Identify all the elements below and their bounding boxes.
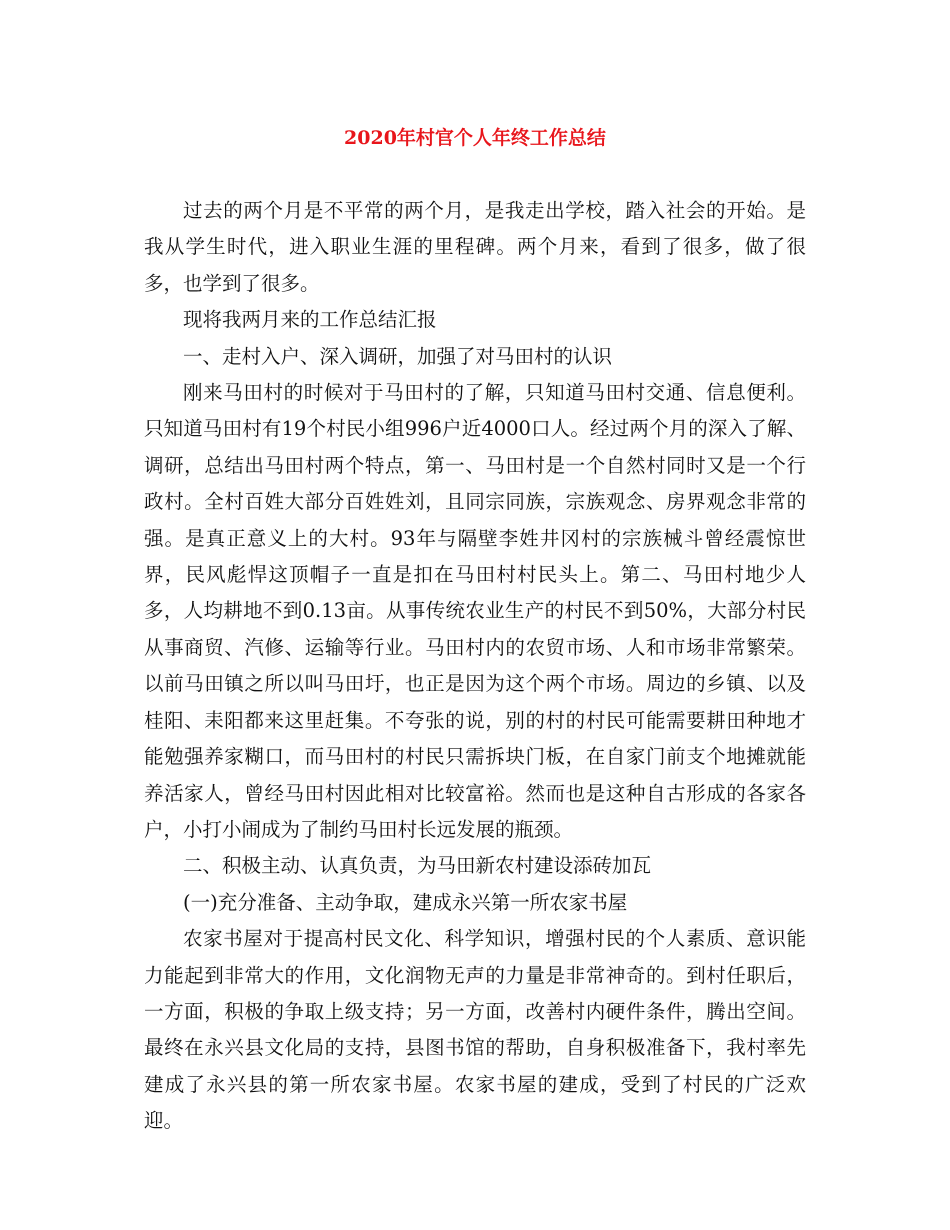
document-body <box>144 193 806 1140</box>
paragraph-report-intro: 现将我两月来的工作总结汇报 <box>183 308 437 332</box>
subsection-heading-1: (一)充分准备、主动争取，建成永兴第一所农家书屋 <box>183 890 628 914</box>
section-heading-2: 二、积极主动、认真负责，为马田新农村建设添砖加瓦 <box>183 854 652 878</box>
section-heading-1: 一、走村入户、深入调研，加强了对马田村的认识 <box>183 344 613 368</box>
paragraph-intro: 过去的两个月是不平常的两个月，是我走出学校，踏入社会的开始。是我从学生时代，进入职业生涯的里程碑。两个月来，看到了很多，做了很多，也学到了很多。 <box>144 199 806 295</box>
paragraph-library: 农家书屋对于提高村民文化、科学知识，增强村民的个人素质、意识能力能起到非常大的作用，文化润物无声的力量是非常神奇的。到村任职后，一方面，积极的争取上级支持；另一方面，改善村内硬件条件，腾出空间。最终在永兴县文化局的支持，县图书馆的帮助，自身积极准备下，我村率先建成了永兴县的第一所农家书屋。农家书屋的建成，受到了村民的广泛欢迎。 <box>144 927 806 1133</box>
paragraph-village-overview: 刚来马田村的时候对于马田村的了解，只知道马田村交通、信息便利。只知道马田村有19个村民小组996户近4000口人。经过两个月的深入了解、调研，总结出马田村两个特点，第一、马田村是一个自然村同时又是一个行政村。全村百姓大部分百姓姓刘，且同宗同族，宗族观念、房界观念非常的强。是真正意义上的大村。93年与隔壁李姓井冈村的宗族械斗曾经震惊世界，民风彪悍这顶帽子一直是扣在马田村村民头上。第二、马田村地少人多，人均耕地不到0.13亩。从事传统农业生产的村民不到50%，大部分村民从事商贸、汽修、运输等行业。马田村内的农贸市场、人和市场非常繁荣。以前马田镇之所以叫马田圩，也正是因为这个两个市场。周边的乡镇、以及桂阳、耒阳都来这里赶集。不夸张的说，别的村的村民可能需要耕田种地才能勉强养家糊口，而马田村的村民只需拆块门板，在自家门前支个地摊就能养活家人，曾经马田村因此相对比较富裕。然而也是这种自古形成的各家各户，小打小闹成为了制约马田村长远发展的瓶颈。 <box>144 381 806 841</box>
document-title: 2020年村官个人年终工作总结 <box>344 127 606 149</box>
